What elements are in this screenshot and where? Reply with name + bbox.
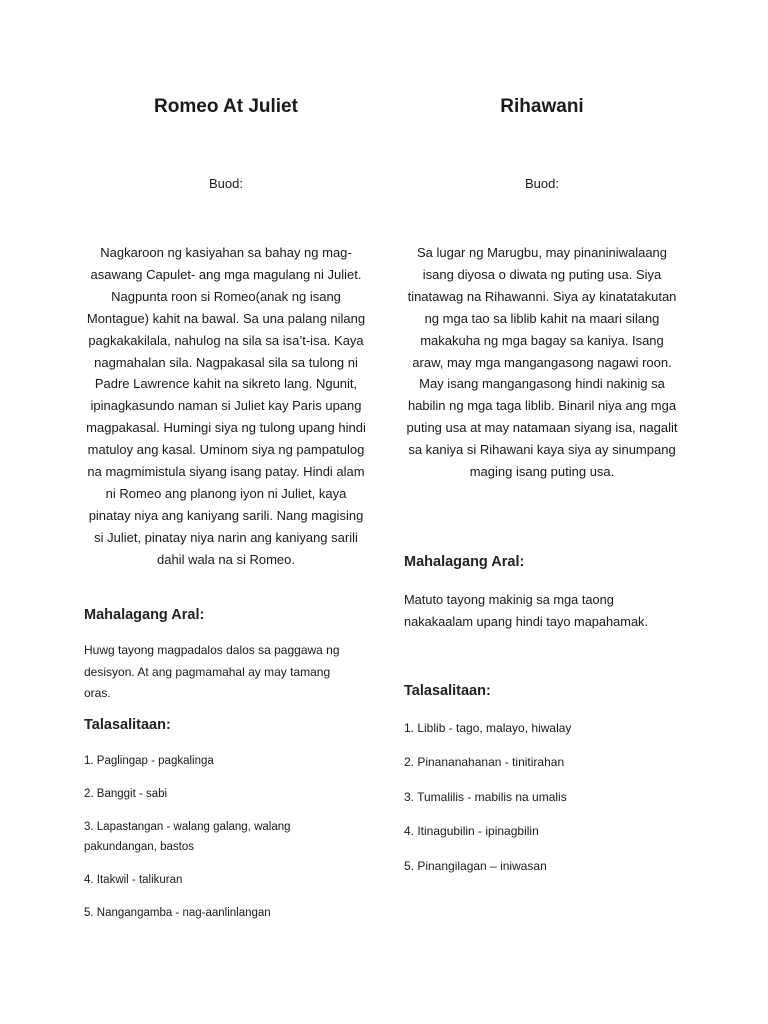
list-item: 2. Pinananahanan - tinitirahan: [404, 755, 565, 769]
list-item: 3. Tumalilis - mabilis na umalis: [404, 790, 567, 804]
list-item: 5. Nangangamba - nag-aanlinlangan: [84, 907, 271, 919]
story-title: Romeo At Juliet: [154, 96, 298, 117]
list-item: 2. Banggit - sabi: [84, 788, 168, 800]
list-item: 4. Itakwil - talikuran: [84, 874, 183, 886]
story-summary: Sa lugar ng Marugbu, may pinaniniwalaang isang diyosa o diwata ng puting usa. Siya tinatawag na Rihawanni. Siya ay kinatatakutan ng mga tao sa liblib kahit na maari silang makakuha ng mga bagay sa kaniya. Isang araw, may mga mangangasong nagawi roon. May isang mangangasong hindi nakinig sa habilin ng mga taga liblib. Binaril niya ang mga puting usa at may natamaan siyang isa, nagalit sa kaniya si Rihawani kaya siya ay sinumpang maging isang puting usa.: [406, 245, 678, 480]
talasalitaan-heading: Talasalitaan:: [84, 717, 171, 733]
aral-heading: Mahalagang Aral:: [84, 607, 205, 623]
talasalitaan-heading: Talasalitaan:: [404, 683, 491, 699]
list-item: 1. Liblib - tago, malayo, hiwalay: [404, 721, 572, 735]
list-item: 1. Paglingap - pagkalinga: [84, 755, 214, 767]
buod-label: Buod:: [525, 176, 559, 191]
story-summary: Nagkaroon ng kasiyahan sa bahay ng mag-asawang Capulet- ang mga magulang ni Juliet. Nagpunta roon si Romeo(anak ng isang Montague) kahit na bawal. Sa una palang nilang pagkakakilala, nahulog na sila sa isa’t-isa. Kaya nagmahalan sila. Nagpakasal sila sa tulong ni Padre Lawrence kahit na sikreto lang. Ngunit, ipinagkasundo naman si Juliet kay Paris upang magpakasal. Humingi siya ng tulong upang hindi matuloy ang kasal. Uminom siya ng pampatulog na magmimistula siyang isang patay. Hindi alam ni Romeo ang planong iyon ni Juliet, kaya pinatay niya ang kaniyang sarili. Nang magising si Juliet, pinatay niya narin ang kaniyang sarili dahil wala na si Romeo.: [86, 245, 366, 567]
aral-text: Matuto tayong makinig sa mga taong nakakaalam upang hindi tayo mapahamak.: [404, 592, 649, 629]
list-item: 5. Pinangilagan – iniwasan: [404, 859, 547, 873]
buod-label: Buod:: [209, 176, 243, 191]
story-title: Rihawani: [500, 96, 584, 117]
list-item: 3. Lapastangan - walang galang, walang pakundangan, bastos: [84, 821, 291, 853]
list-item: 4. Itinagubilin - ipinagbilin: [404, 824, 539, 838]
aral-text: Huwg tayong magpadalos dalos sa paggawa ng desisyon. At ang pagmamahal ay may tamang oras.: [84, 643, 340, 700]
aral-heading: Mahalagang Aral:: [404, 554, 525, 570]
